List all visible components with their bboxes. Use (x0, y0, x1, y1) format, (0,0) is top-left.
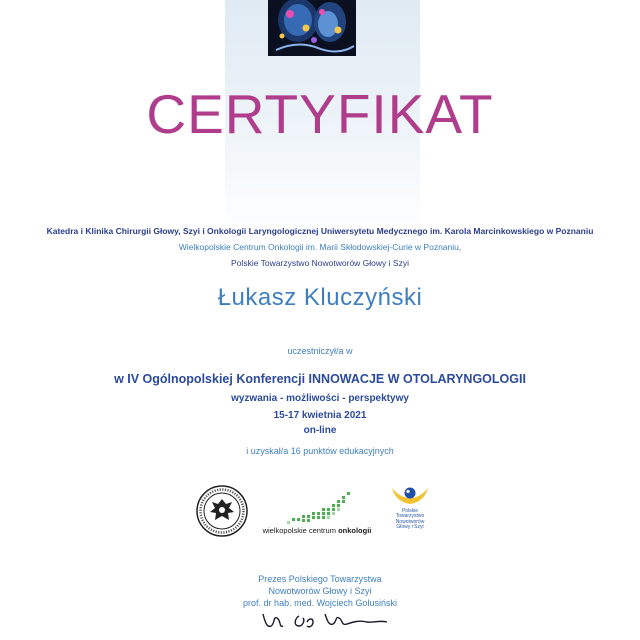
ptn-label-line1: Polskie (401, 508, 419, 514)
ptn-society-logo (386, 484, 434, 544)
organizer-oncology-center: Wielkopolskie Centrum Onkologii im. Marii Skłodowskiej-Curie w Poznaniu, (178, 242, 462, 252)
xray-head-image (268, 0, 356, 56)
certificate-title: CERTYFIKAT (146, 83, 494, 145)
wco-logo-label (262, 526, 372, 535)
logos-row (0, 478, 640, 548)
participation-text: uczestniczył/a w (287, 346, 353, 356)
education-points: i uzyskał/a 16 punktów edukacyjnych (246, 446, 394, 456)
signatory-title-line1: Prezes Polskiego Towarzystwa (258, 574, 382, 584)
conference-subtitle: wyzwania - możliwości - perspektywy (231, 393, 409, 404)
ptn-label-line3: Nowotworów (395, 518, 425, 525)
handwritten-signature (255, 608, 395, 636)
wco-logo (262, 488, 372, 540)
wco-label-prefix: wielkopolskie centrum (262, 526, 336, 535)
conference-dates: 15-17 kwietnia 2021 (273, 410, 367, 421)
ptn-label-line4: Głowy i Szyi (396, 524, 424, 531)
ptn-label-line2: Towarzystwo (395, 513, 425, 520)
organizer-university: Katedra i Klinika Chirurgii Głowy, Szyi i Onkologii Laryngologicznej Uniwersytetu Medycznego im. Karola Marcinkowskiego w Poznaniu (46, 226, 594, 236)
signatory-title-line2: Nowotworów Głowy i Szyi (268, 586, 372, 596)
university-seal-logo (196, 485, 248, 537)
signatory-name: prof. dr hab. med. Wojciech Golusiński (243, 598, 397, 608)
organizer-society: Polskie Towarzystwo Nowotworów Głowy i Szyi (231, 258, 409, 268)
ptn-logo-label (386, 509, 434, 531)
conference-mode: on-line (303, 425, 337, 436)
wco-label-bold: onkologii (338, 526, 372, 535)
conference-title: w IV Ogólnopolskiej Konferencji INNOWACJE W OTOLARYNGOLOGII (114, 372, 526, 386)
recipient-name: Łukasz Kluczyński (217, 284, 423, 311)
